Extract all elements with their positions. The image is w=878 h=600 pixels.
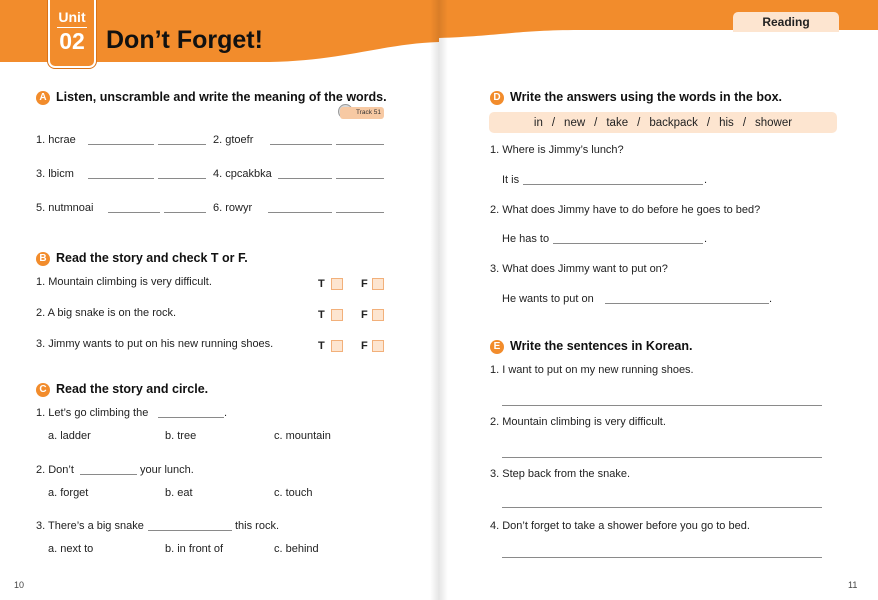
section-c-title — [36, 382, 208, 397]
translation-line[interactable] — [502, 557, 822, 558]
answer-end: . — [769, 293, 773, 305]
word-separator: / — [551, 116, 556, 129]
answer-blank[interactable] — [158, 417, 224, 418]
answer-blank[interactable] — [80, 474, 137, 475]
false-label: F — [361, 340, 368, 352]
question-text-end: . — [224, 407, 228, 419]
question-text: 3. What does Jimmy want to put on? — [490, 263, 668, 275]
section-b-title — [36, 251, 248, 266]
answer-start: He wants to put on — [502, 293, 594, 305]
answer-blank[interactable] — [88, 144, 154, 145]
section-c-title-text: Read the story and circle. — [56, 382, 209, 396]
word-bank-item: shower — [755, 116, 793, 129]
choice-option[interactable]: b. tree — [165, 430, 197, 442]
section-e-title-text: Write the sentences in Korean. — [510, 339, 693, 353]
answer-end: . — [704, 174, 708, 186]
scramble-item: 5. nutmnoai — [36, 202, 94, 214]
question-text-end: this rock. — [235, 520, 280, 532]
section-a-badge: A — [36, 91, 50, 105]
word-bank-item: take — [606, 116, 629, 129]
false-checkbox[interactable] — [372, 340, 384, 352]
word-separator: / — [637, 116, 641, 129]
question-text: 2. What does Jimmy have to do before he goes to bed? — [490, 204, 761, 216]
sentence-prompt: 2. Mountain climbing is very difficult. — [490, 416, 666, 428]
sentence-prompt: 1. I want to put on my new running shoes. — [490, 364, 694, 376]
false-label: F — [361, 278, 368, 290]
answer-blank[interactable] — [336, 178, 384, 179]
page-number: 10 — [14, 580, 25, 590]
answer-blank[interactable] — [268, 212, 332, 213]
answer-blank[interactable] — [278, 178, 332, 179]
answer-start: It is — [502, 174, 520, 186]
word-separator: / — [742, 116, 747, 129]
word-separator: / — [594, 116, 598, 129]
page-title: Don’t Forget! — [106, 26, 263, 54]
question-text-end: your lunch. — [140, 464, 194, 476]
word-box-row — [489, 112, 837, 133]
scramble-item: 4. cpcakbka — [213, 168, 272, 180]
translation-line[interactable] — [502, 405, 822, 406]
true-label: T — [318, 309, 325, 321]
true-checkbox[interactable] — [331, 278, 343, 290]
answer-blank[interactable] — [164, 212, 206, 213]
answer-blank[interactable] — [523, 184, 703, 185]
section-d-title-text: Write the answers using the words in the box. — [510, 90, 783, 104]
question-text: 1. Where is Jimmy’s lunch? — [490, 144, 624, 156]
section-tab: Reading — [733, 12, 839, 32]
answer-start: He has to — [502, 233, 550, 245]
section-a-title — [36, 90, 387, 105]
word-box — [489, 112, 837, 133]
section-e-badge: E — [490, 340, 504, 354]
question-text: 2. Don’t — [36, 464, 74, 476]
unit-label: Unit — [58, 9, 86, 25]
question-text: 3. There’s a big snake — [36, 520, 144, 532]
choice-option[interactable]: c. touch — [274, 487, 313, 499]
answer-blank[interactable] — [553, 243, 703, 244]
unit-badge — [48, 0, 96, 68]
true-checkbox[interactable] — [331, 309, 343, 321]
sentence-prompt: 4. Don’t forget to take a shower before you go to bed. — [490, 520, 750, 532]
word-bank-item: backpack — [649, 116, 698, 129]
answer-blank[interactable] — [336, 212, 384, 213]
scramble-item: 6. rowyr — [213, 202, 253, 214]
unit-number: 02 — [59, 28, 85, 54]
false-checkbox[interactable] — [372, 309, 384, 321]
word-separator: / — [706, 116, 711, 129]
section-b-badge: B — [36, 252, 50, 266]
section-d-badge: D — [490, 91, 504, 105]
page-number: 11 — [848, 580, 858, 590]
choice-option[interactable]: c. behind — [274, 543, 319, 555]
tf-statement: 1. Mountain climbing is very difficult. — [36, 276, 212, 288]
tf-statement: 2. A big snake is on the rock. — [36, 307, 177, 319]
track-label: Track 51 — [340, 107, 384, 119]
section-e-title — [490, 339, 692, 354]
choice-option[interactable]: b. eat — [165, 487, 193, 499]
scramble-item: 1. hcrae — [36, 134, 76, 146]
choice-option[interactable]: c. mountain — [274, 430, 331, 442]
false-checkbox[interactable] — [372, 278, 384, 290]
answer-blank[interactable] — [108, 212, 160, 213]
section-d-title — [490, 90, 782, 105]
false-label: F — [361, 309, 368, 321]
word-bank-item: in — [533, 116, 543, 129]
question-text: 1. Let’s go climbing the — [36, 407, 149, 419]
answer-end: . — [704, 233, 708, 245]
choice-option[interactable]: a. next to — [48, 543, 94, 555]
translation-line[interactable] — [502, 507, 822, 508]
answer-blank[interactable] — [88, 178, 154, 179]
sentence-prompt: 3. Step back from the snake. — [490, 468, 631, 480]
word-bank-item: his — [719, 116, 734, 129]
scramble-item: 3. lbicm — [36, 168, 74, 180]
answer-blank[interactable] — [336, 144, 384, 145]
translation-line[interactable] — [502, 457, 822, 458]
right-page — [439, 0, 878, 600]
answer-blank[interactable] — [158, 144, 206, 145]
word-bank-item: new — [564, 116, 586, 129]
true-label: T — [318, 340, 325, 352]
choice-option[interactable]: a. forget — [48, 487, 89, 499]
answer-blank[interactable] — [605, 303, 769, 304]
true-label: T — [318, 278, 325, 290]
section-c-badge: C — [36, 383, 50, 397]
choice-option[interactable]: a. ladder — [48, 430, 91, 442]
tf-statement: 3. Jimmy wants to put on his new running shoes. — [36, 338, 274, 350]
answer-blank[interactable] — [158, 178, 206, 179]
choice-option[interactable]: b. in front of — [165, 543, 224, 555]
true-checkbox[interactable] — [331, 340, 343, 352]
scramble-item: 2. gtoefr — [213, 134, 254, 146]
section-b-title-text: Read the story and check T or F. — [56, 251, 248, 265]
section-a-title-text: Listen, unscramble and write the meaning of the words. — [56, 90, 387, 104]
book-gutter — [430, 0, 448, 600]
answer-blank[interactable] — [270, 144, 332, 145]
answer-blank[interactable] — [148, 530, 232, 531]
